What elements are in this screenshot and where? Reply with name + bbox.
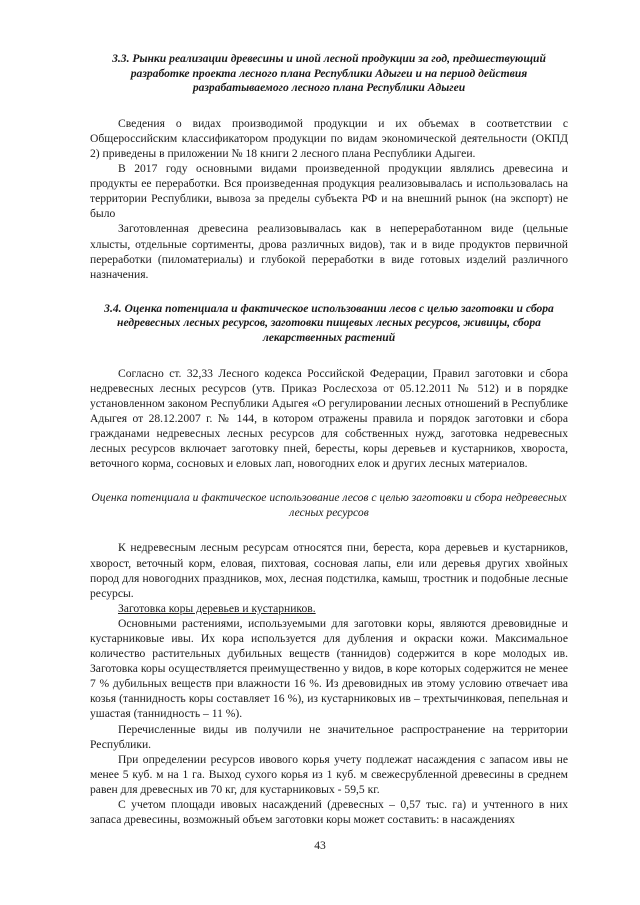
section-3-3-heading: 3.3. Рынки реализации древесины и иной лесной продукции за год, предшествующий разработке проекта лесного плана Республики Адыгеи и на период действия разрабатываемого лесного плана Республики Адыгеи: [112, 52, 546, 95]
paragraph: Согласно ст. 32,33 Лесного кодекса Российской Федерации, Правил заготовки и сбора недревесных лесных ресурсов (утв. Приказ Рослесхоза от 05.12.2011 № 512) и в порядке установленном законом Республики Адыгея «О регулировании лесных отношений в Республике Адыгея от 28.12.2007 г. № 144, в котором отражены правила и порядок заготовки и сбора гражданами недревесных лесных ресурсов для собственных нужд, заготовка недревесных лесных ресурсов включает заготовку пней, бересты, коры деревьев и кустарников, хвороста, веточного корма, сосновых и еловых лап, новогодних елок и других лесных материалов.: [90, 366, 568, 471]
paragraph: Сведения о видах производимой продукции и их объемах в соответствии с Общероссийским классификатором продукции по видам экономической деятельности (ОКПД 2) приведены в приложении № 18 книги 2 лесного плана Республики Адыгеи.: [90, 116, 568, 160]
subsection-heading: Оценка потенциала и фактическое использование лесов с целью заготовки и сбора недревесных лесных ресурсов: [91, 491, 567, 519]
page-number: 43: [314, 839, 326, 852]
paragraph: Перечисленные виды ив получили не значительное распространение на территории Республики.: [90, 722, 568, 751]
paragraph: Основными растениями, используемыми для заготовки коры, являются древовидные и кустарниковые ивы. Их кора используется для дубления и окраски кожи. Максимальное количество растительных дубильных веществ (таннидов) содержится в коре молодых ив. Заготовка коры осуществляется преимущественно у видов, в коре которых содержится не менее 7 % дубильных веществ при влажности 16 %. Из древовидных ив этому условию отвечает ива козья (таннидность коры составляет 16 %), из кустарниковых ив – трехтычинковая, пепельная и ушастая (таннидность – 11 %).: [90, 616, 568, 721]
section-3-4-heading: 3.4. Оценка потенциала и фактическое использовании лесов с целью заготовки и сбора недревесных лесных ресурсов, заготовки пищевых лесных ресурсов, живицы, сбора лекарственных растений: [104, 301, 554, 344]
underlined-subheading: Заготовка коры деревьев и кустарников.: [118, 601, 316, 615]
paragraph: С учетом площади ивовых насаждений (древесных – 0,57 тыс. га) и учтенного в них запаса древесины, возможный объем заготовки коры может составить: в насаждениях: [90, 798, 568, 827]
page-content: [90, 52, 568, 827]
paragraph: Заготовленная древесина реализовывалась как в непереработанном виде (цельные хлысты, отдельные сортименты, дрова различных видов), так и в виде продуктов первичной переработки (пиломатериалы) и глубокой переработки в виде готовых изделий различного назначения.: [90, 222, 568, 281]
paragraph: В 2017 году основными видами произведенной продукции являлись древесина и продукты ее переработки. Вся произведенная продукция реализовывалась и использовалась на территории Республики, вывоза за пределы субъекта РФ и на внешний рынок (на экспорт) не было: [90, 162, 568, 221]
paragraph: К недревесным лесным ресурсам относятся пни, береста, кора деревьев и кустарников, хворост, веточный корм, еловая, пихтовая, сосновая лапы, ели или деревья других хвойных пород для новогодних праздников, мох, лесная подстилка, камыш, тростник и подобные лесные ресурсы.: [90, 541, 568, 600]
paragraph: При определении ресурсов ивового корья учету подлежат насаждения с запасом ивы не менее 5 куб. м на 1 га. Выход сухого корья из 1 куб. м свежесрубленной древесины в среднем равен для древесных ив 70 кг, для кустарниковых - 59,5 кг.: [90, 752, 568, 796]
